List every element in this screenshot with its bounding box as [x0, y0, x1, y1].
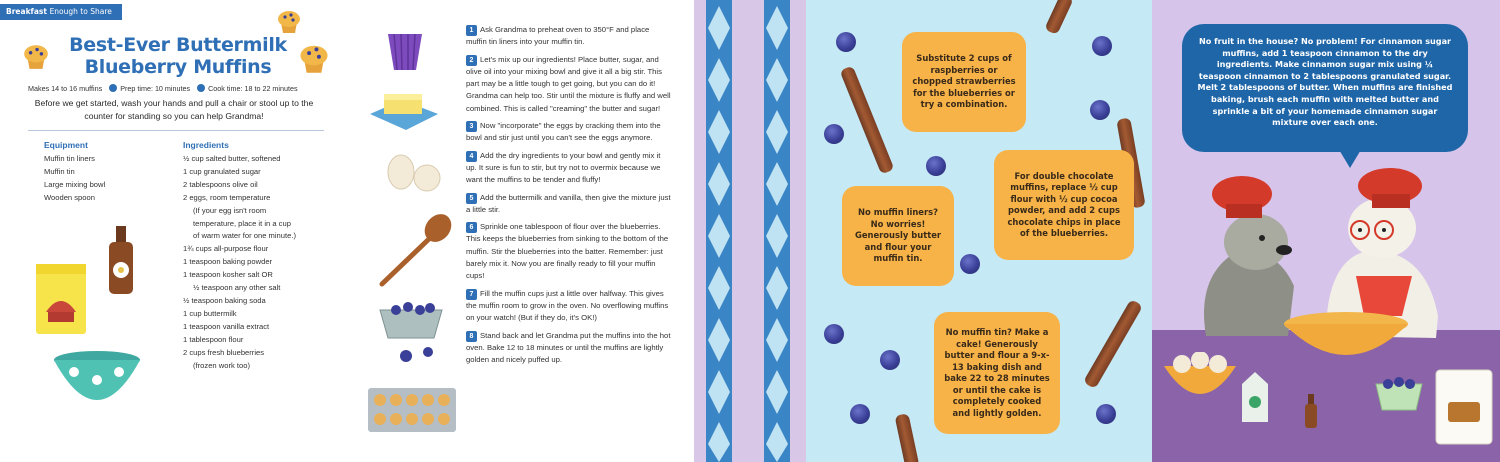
wooden-spoon-illustration	[378, 212, 454, 288]
butter-illustration	[368, 92, 440, 132]
blueberry-icon	[836, 32, 856, 52]
equipment-list	[44, 153, 105, 205]
muffin-liner-illustration	[384, 30, 426, 72]
ingredients-heading: Ingredients	[183, 140, 229, 150]
list-item: (If your egg isn't room	[193, 205, 267, 215]
diamond-stripe	[764, 0, 790, 462]
egg-bowl-illustration	[1160, 352, 1240, 408]
berry-basket-illustration	[1374, 376, 1424, 412]
step-text: Stand back and let Grandma put the muffins into the hot oven. Bake 12 to 18 minutes or until the muffins are lightly golden and nicely puffed up.	[466, 330, 671, 365]
decorative-gutter	[694, 0, 806, 462]
list-item: 1 teaspoon kosher salt OR	[183, 270, 273, 280]
step-text: Ask Grandma to preheat oven to 350°F and place muffin tin liners into your muffin tin.	[466, 25, 650, 47]
muffin-icon	[22, 42, 50, 70]
tip-raspberries: Substitute 2 cups of raspberries or chopped strawberries for the blueberries or try a combination.	[902, 32, 1026, 132]
step-text: Now "incorporate" the eggs by cracking them into the bowl and stir just until you can't see the eggs anymore.	[466, 121, 661, 143]
list-item: Muffin tin	[44, 166, 75, 176]
step-item	[466, 192, 671, 217]
step-item	[466, 221, 671, 282]
list-item: 2 tablespoons olive oil	[183, 179, 258, 189]
list-item: of warm water for one minute.)	[193, 231, 296, 241]
list-item: 2 cups fresh blueberries	[183, 347, 265, 357]
cinnamon-stick-icon	[895, 413, 920, 462]
cinnamon-stick-icon	[840, 65, 895, 174]
title-line-2: Blueberry Muffins	[84, 56, 272, 78]
step-number: 3	[466, 121, 477, 132]
equipment-heading: Equipment	[44, 140, 88, 150]
tip-cake: No muffin tin? Make a cake! Generously butter and flour a 9-x-13 baking dish and bake 22 to 28 minutes or until the cake is completely cooked and lightly golden.	[934, 312, 1060, 434]
chef-animals-illustration	[1176, 166, 1476, 366]
speech-bubble-tail	[1338, 148, 1362, 168]
tip-liners: No muffin liners? No worries! Generously butter and flour your muffin tin.	[842, 186, 954, 286]
list-item: ½ teaspoon any other salt	[193, 283, 281, 293]
section-tag	[0, 4, 122, 20]
blueberry-icon	[926, 156, 946, 176]
flour-bag-illustration	[1434, 366, 1494, 446]
list-item: 2 eggs, room temperature	[183, 192, 271, 202]
flour-bag-illustration	[34, 262, 88, 336]
cook-time: Cook time: 18 to 22 minutes	[208, 84, 298, 93]
blueberry-icon	[960, 254, 980, 274]
step-number: 2	[466, 55, 477, 66]
list-item: temperature, place it in a cup	[193, 218, 291, 228]
list-item: 1 teaspoon vanilla extract	[183, 321, 270, 331]
story-page	[1152, 0, 1500, 462]
list-item: 1 tablespoon flour	[183, 334, 244, 344]
list-item: Large mixing bowl	[44, 179, 106, 189]
section-label: Breakfast	[6, 7, 47, 16]
step-number: 5	[466, 193, 477, 204]
step-text: Add the buttermilk and vanilla, then give the mixture just a little stir.	[466, 192, 671, 214]
list-item: 1 cup buttermilk	[183, 308, 237, 318]
vanilla-bottle-illustration	[1304, 394, 1318, 428]
step-number: 1	[466, 25, 477, 36]
list-item: Muffin tin liners	[44, 154, 95, 163]
diamond-stripe	[706, 0, 732, 462]
step-item	[466, 150, 671, 187]
blueberry-icon	[1096, 404, 1116, 424]
step-item	[466, 54, 671, 115]
milk-carton-illustration	[1240, 370, 1270, 424]
step-item	[466, 288, 671, 325]
step-number: 7	[466, 289, 477, 300]
yield-text: Makes 14 to 16 muffins	[28, 84, 103, 93]
prep-time: Prep time: 10 minutes	[120, 84, 191, 93]
blueberry-icon	[824, 324, 844, 344]
step-number: 6	[466, 222, 477, 233]
step-item	[466, 330, 671, 367]
recipe-meta	[28, 84, 298, 93]
tip-chocolate: For double chocolate muffins, replace ½ cup flour with ½ cup cocoa powder, and add 2 cups chocolate chips in place of the blueberries.	[994, 150, 1134, 260]
list-item: 1¾ cups all-purpose flour	[183, 244, 269, 254]
recipe-title	[48, 34, 308, 78]
cinnamon-stick-icon	[1083, 299, 1143, 389]
step-item	[466, 24, 671, 49]
divider	[28, 130, 324, 131]
section-sublabel: Enough to Share	[49, 7, 112, 16]
list-item: 1 teaspoon baking powder	[183, 257, 273, 267]
blueberry-icon	[880, 350, 900, 370]
list-item: ½ cup salted butter, softened	[183, 154, 281, 163]
clock-icon	[109, 84, 117, 92]
step-text: Sprinkle one tablespoon of flour over the blueberries. This keeps the blueberries from sinking to the bottom of the muffin. Stir the blueberries into the batter. Remember: just barely mix it. Now you are finally ready to fill your muffin cups!	[466, 222, 669, 281]
step-item	[466, 120, 671, 145]
blueberry-icon	[850, 404, 870, 424]
tips-page	[806, 0, 1152, 462]
eggs-illustration	[384, 152, 444, 194]
list-item: ½ teaspoon baking soda	[183, 295, 266, 305]
clock-icon	[197, 84, 205, 92]
blueberry-icon	[824, 124, 844, 144]
step-text: Fill the muffin cups just a little over halfway. This gives the muffin room to grow in the oven. No overflowing muffins on your watch! (But if they do, it's OK!)	[466, 288, 669, 323]
cinnamon-stick-icon	[1044, 0, 1074, 35]
muffin-icon	[276, 8, 302, 34]
list-item: 1 cup granulated sugar	[183, 166, 261, 176]
list-item: Wooden spoon	[44, 192, 95, 202]
title-line-1: Best-Ever Buttermilk	[69, 34, 287, 56]
blueberry-icon	[1092, 36, 1112, 56]
recipe-page	[0, 0, 344, 462]
speech-bubble: No fruit in the house? No problem! For cinnamon sugar muffins, add 1 teaspoon cinnamon to the dry ingredients. Make cinnamon sugar mix using ¼ teaspoon cinnamon to 2 tablespoons granulated sugar. Melt 2 tablespoons of butter. When muffins are finished baking, brush each muffin with melted butter and sprinkle a bit of your homemade cinnamon sugar mixture over each one.	[1182, 24, 1468, 152]
step-number: 8	[466, 331, 477, 342]
ingredients-list	[183, 153, 296, 372]
intro-text: Before we get started, wash your hands and pull a chair or stool up to the counter for standing so you can help Grandma!	[34, 98, 314, 121]
step-text: Let's mix up our ingredients! Place butter, sugar, and olive oil into your mixing bowl and give it all a big stir. This part may be a little tough to get going, but you can do it! Grandma can help too. Stir until the mixture is fluffy and well combined. This is called "creaming" the butter and sugar!	[466, 54, 671, 113]
blueberries-basket-illustration	[376, 300, 446, 366]
instructions-page	[344, 0, 694, 462]
step-number: 4	[466, 151, 477, 162]
list-item: (frozen work too)	[193, 360, 250, 370]
step-text: Add the dry ingredients to your bowl and gently mix it up. It sure is fun to stir, but try not to overmix because we want the muffins to be tender and fluffy!	[466, 150, 661, 185]
vanilla-bottle-illustration	[106, 226, 136, 296]
steps-list	[466, 24, 671, 371]
mixing-bowl-illustration	[52, 350, 142, 416]
blueberry-icon	[1090, 100, 1110, 120]
muffin-tin-illustration	[366, 386, 458, 434]
